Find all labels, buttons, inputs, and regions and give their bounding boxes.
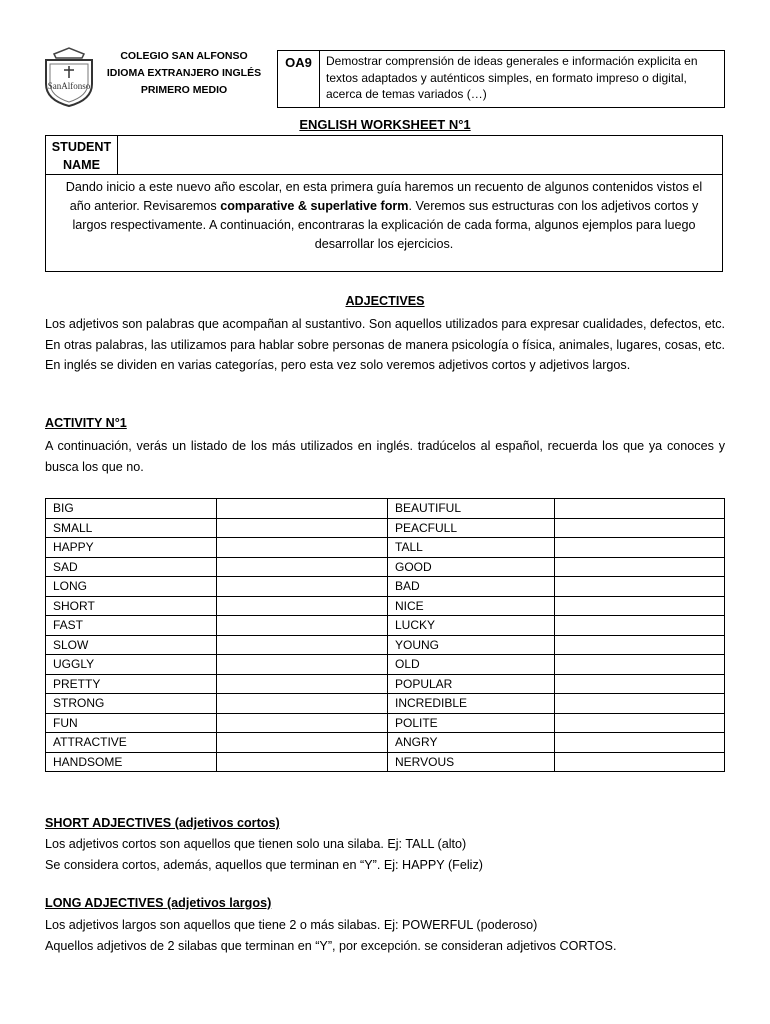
translation-field[interactable] — [217, 577, 388, 597]
table-row — [46, 635, 725, 655]
translation-field[interactable] — [217, 655, 388, 675]
short-adjectives-title: SHORT ADJECTIVES (adjetivos cortos) — [45, 816, 280, 830]
intro-bold: comparative & superlative form — [220, 199, 409, 213]
english-word: TALL — [388, 538, 555, 558]
table-row — [46, 674, 725, 694]
school-name: COLEGIO SAN ALFONSO — [120, 50, 248, 62]
english-word: ATTRACTIVE — [46, 733, 217, 753]
intro-part2: . Veremos sus estructuras con los adjetivos cortos y largos respectivamente. A continuación, encontraras la explicación de cada forma, algunos ejemplos para luego desarrollar los ejercicios. — [72, 199, 699, 251]
long-adjectives-title: LONG ADJECTIVES (adjetivos largos) — [45, 896, 272, 910]
long-adjectives-text — [45, 915, 725, 956]
short-adjectives-line2: Se considera cortos, además, aquellos que terminan en “Y”. Ej: HAPPY (Feliz) — [45, 857, 483, 872]
intro-part1: Dando inicio a este nuevo año escolar, en esta primera guía haremos un recuento de algunos contenidos vistos el año anterior. Revisaremos — [65, 180, 703, 213]
english-word: POPULAR — [388, 674, 555, 694]
translation-field[interactable] — [217, 674, 388, 694]
vocabulary-table — [45, 498, 725, 772]
translation-field[interactable] — [555, 752, 725, 772]
translation-field[interactable] — [217, 713, 388, 733]
english-word: SAD — [46, 557, 217, 577]
long-adjectives-line1: Los adjetivos largos son aquellos que tiene 2 o más silabas. Ej: POWERFUL (poderoso) — [45, 918, 538, 932]
translation-field[interactable] — [217, 733, 388, 753]
translation-field[interactable] — [555, 596, 725, 616]
student-name-label — [46, 136, 118, 174]
student-name-field[interactable] — [118, 136, 722, 174]
english-word: GOOD — [388, 557, 555, 577]
english-word: NERVOUS — [388, 752, 555, 772]
english-word: SLOW — [46, 635, 217, 655]
adjectives-paragraph: Los adjetivos son palabras que acompañan al sustantivo. Son aquellos utilizados para expresar cualidades, defectos, etc. En otras palabras, las utilizamos para hablar sobre personas de manera psicología o física, animales, lugares, cosas, etc. En inglés se dividen en varias categorías, pero esta vez solo veremos adjetivos cortos y adjetivos largos. — [45, 317, 725, 372]
english-word: FAST — [46, 616, 217, 636]
table-row — [46, 733, 725, 753]
worksheet-title: ENGLISH WORKSHEET N°1 — [299, 117, 471, 132]
translation-field[interactable] — [555, 538, 725, 558]
translation-field[interactable] — [555, 674, 725, 694]
english-word: UGGLY — [46, 655, 217, 675]
english-word: LUCKY — [388, 616, 555, 636]
translation-field[interactable] — [217, 538, 388, 558]
table-row — [46, 577, 725, 597]
english-word: BEAUTIFUL — [388, 499, 555, 519]
english-word: BAD — [388, 577, 555, 597]
table-row — [46, 616, 725, 636]
table-row — [46, 752, 725, 772]
student-label-line1: STUDENT — [51, 140, 112, 154]
table-row — [46, 596, 725, 616]
translation-field[interactable] — [555, 518, 725, 538]
english-word: ANGRY — [388, 733, 555, 753]
translation-field[interactable] — [555, 577, 725, 597]
translation-field[interactable] — [555, 713, 725, 733]
objective-code: OA9 — [278, 51, 320, 107]
short-adjectives-text — [45, 834, 725, 875]
table-row — [46, 557, 725, 577]
svg-text:SanAlfonso: SanAlfonso — [47, 81, 91, 91]
student-label-line2: NAME — [62, 158, 101, 172]
translation-field[interactable] — [555, 616, 725, 636]
course-level: PRIMERO MEDIO — [140, 84, 228, 96]
translation-field[interactable] — [217, 616, 388, 636]
activity-instructions: A continuación, verás un listado de los más utilizados en inglés. tradúcelos al español, recuerda los que ya conoces y busca los que no. — [45, 439, 725, 474]
english-word: HAPPY — [46, 538, 217, 558]
objective-text: Demostrar comprensión de ideas generales e información explicita en textos adaptados y auténticos simples, en formato impreso o digital, acerca de temas variados (…) — [326, 54, 698, 101]
long-adjectives-line2: Aquellos adjetivos de 2 silabas que terminan en “Y”, por excepción. se consideran adjetivos CORTOS. — [45, 938, 617, 953]
translation-field[interactable] — [217, 635, 388, 655]
translation-field[interactable] — [217, 596, 388, 616]
translation-field[interactable] — [555, 635, 725, 655]
english-word: SHORT — [46, 596, 217, 616]
translation-field[interactable] — [217, 694, 388, 714]
english-word: PEACFULL — [388, 518, 555, 538]
activity-title: ACTIVITY N°1 — [45, 416, 127, 430]
english-word: PRETTY — [46, 674, 217, 694]
table-row — [46, 518, 725, 538]
school-logo — [40, 46, 98, 108]
table-row — [46, 499, 725, 519]
table-row — [46, 694, 725, 714]
english-word: POLITE — [388, 713, 555, 733]
translation-field[interactable] — [555, 733, 725, 753]
learning-objective-box — [277, 50, 725, 108]
english-word: YOUNG — [388, 635, 555, 655]
translation-field[interactable] — [217, 557, 388, 577]
translation-field[interactable] — [555, 655, 725, 675]
table-row — [46, 655, 725, 675]
translation-field[interactable] — [217, 518, 388, 538]
translation-field[interactable] — [217, 499, 388, 519]
english-word: BIG — [46, 499, 217, 519]
adjectives-title: ADJECTIVES — [345, 294, 425, 308]
english-word: LONG — [46, 577, 217, 597]
translation-field[interactable] — [555, 694, 725, 714]
table-row — [46, 538, 725, 558]
subject-name: IDIOMA EXTRANJERO INGLÉS — [106, 67, 262, 79]
english-word: STRONG — [46, 694, 217, 714]
english-word: FUN — [46, 713, 217, 733]
school-info — [100, 48, 268, 99]
student-name-row — [45, 135, 723, 175]
english-word: OLD — [388, 655, 555, 675]
table-row — [46, 713, 725, 733]
english-word: NICE — [388, 596, 555, 616]
translation-field[interactable] — [555, 499, 725, 519]
translation-field[interactable] — [555, 557, 725, 577]
short-adjectives-line1: Los adjetivos cortos son aquellos que tienen solo una silaba. Ej: TALL (alto) — [45, 837, 467, 851]
english-word: INCREDIBLE — [388, 694, 555, 714]
english-word: SMALL — [46, 518, 217, 538]
translation-field[interactable] — [217, 752, 388, 772]
english-word: HANDSOME — [46, 752, 217, 772]
intro-text — [45, 175, 723, 272]
